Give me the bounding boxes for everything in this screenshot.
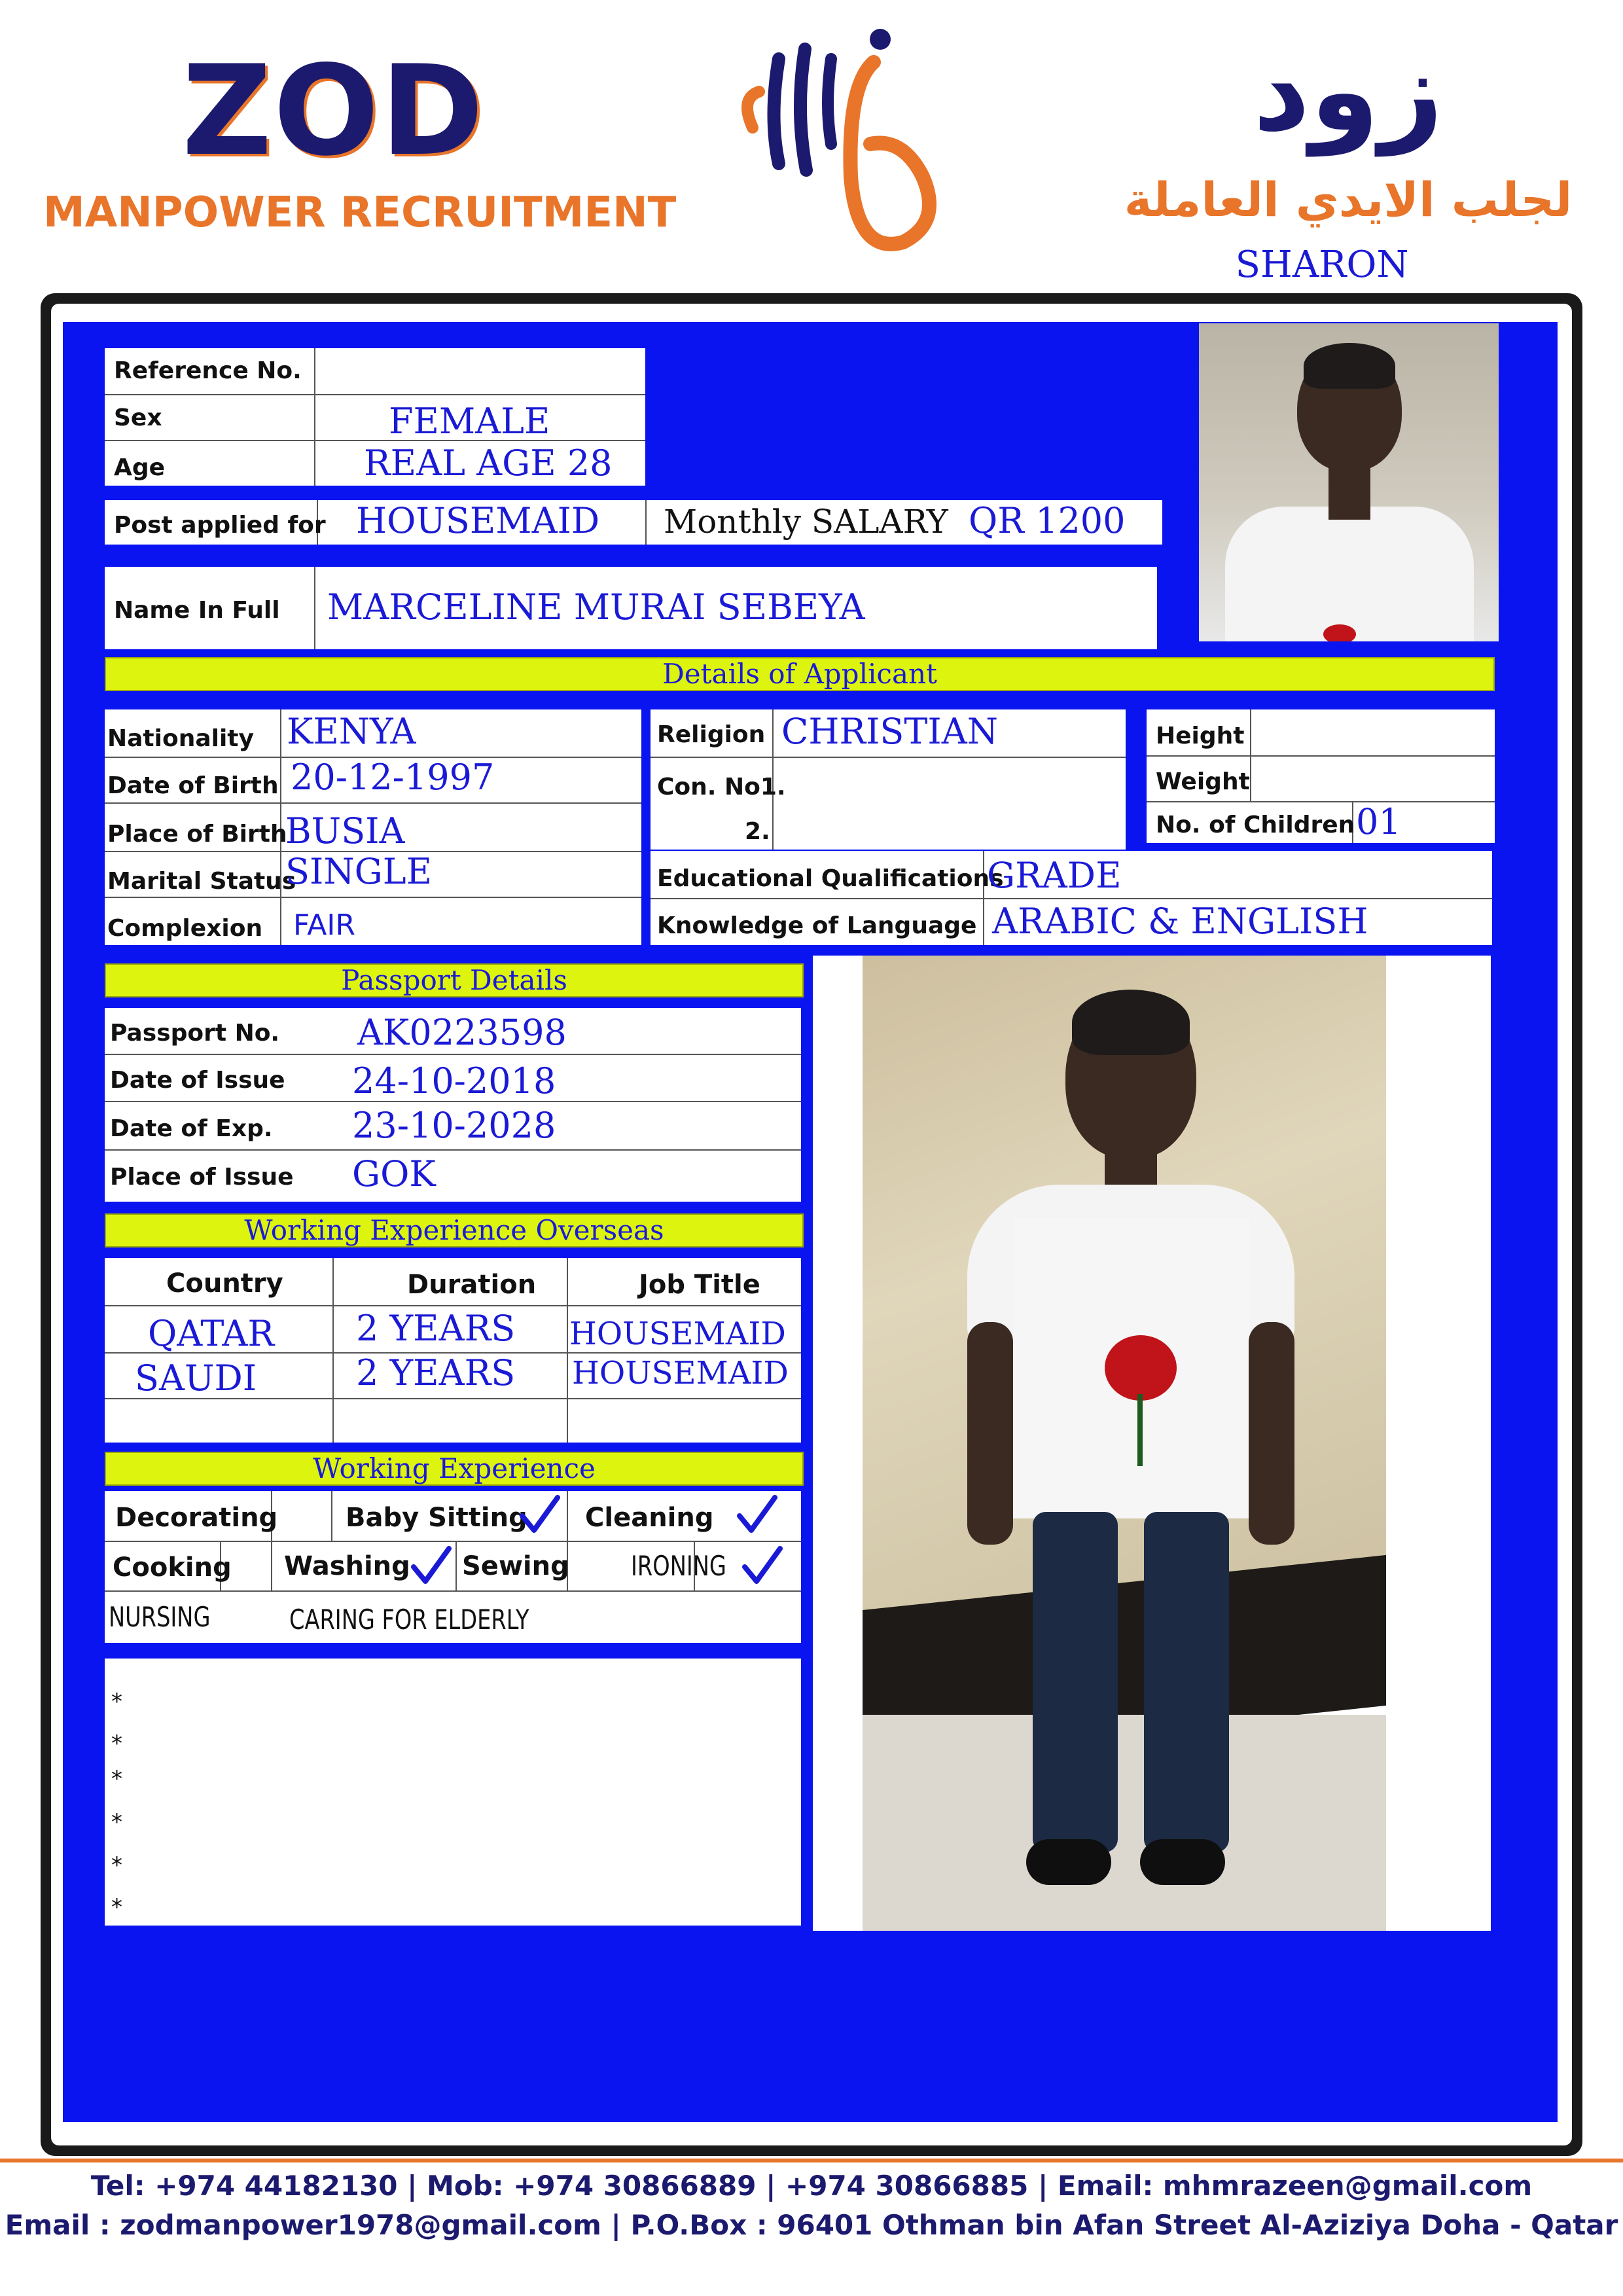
nationality-label: Nationality: [107, 725, 254, 752]
religion-label: Religion: [657, 721, 766, 748]
note-bullet: *: [111, 1766, 122, 1792]
skill-nursing: NURSING: [109, 1601, 211, 1633]
pob-label: Place of Birth: [107, 821, 287, 848]
note-bullet: *: [111, 1852, 122, 1878]
salary-value: QR 1200: [969, 500, 1126, 541]
overseas-row1-country: QATAR: [148, 1313, 275, 1354]
pob-value: BUSIA: [285, 810, 405, 852]
note-bullet: *: [111, 1731, 122, 1757]
age-value: REAL AGE 28: [364, 442, 613, 484]
children-label: No. of Children: [1156, 812, 1355, 838]
skill-cooking: Cooking: [113, 1552, 232, 1583]
name-label: Name In Full: [114, 597, 280, 624]
age-label: Age: [114, 454, 166, 481]
overseas-header-country: Country: [166, 1268, 283, 1299]
weight-label: Weight: [1156, 768, 1250, 795]
checkmark-icon: [410, 1545, 452, 1587]
brand-name: ZOD: [182, 39, 486, 183]
brand-subtitle: MANPOWER RECRUITMENT: [43, 188, 677, 237]
contact1-label: Con. No1.: [657, 774, 786, 800]
overseas-band: Working Experience Overseas: [105, 1213, 804, 1247]
footer-contact-line: Tel: +974 44182130 | Mob: +974 30866889 | +974 30866885 | Email: mhmrazeen@gmail.com: [90, 2170, 1533, 2202]
skill-washing: Washing: [284, 1551, 410, 1581]
sex-label: Sex: [114, 404, 162, 431]
skill-elderly-care: CARING FOR ELDERLY: [289, 1604, 529, 1636]
skill-decorating: Decorating: [115, 1503, 278, 1533]
note-bullet: *: [111, 1689, 122, 1715]
overseas-row2-job: HOUSEMAID: [572, 1355, 789, 1391]
notes-box: [105, 1659, 801, 1926]
marital-label: Marital Status: [107, 868, 296, 895]
note-bullet: *: [111, 1894, 122, 1920]
exp-date-value: 23-10-2028: [352, 1105, 556, 1146]
language-label: Knowledge of Language: [657, 912, 977, 939]
sex-value: FEMALE: [389, 401, 550, 442]
overseas-header-job: Job Title: [639, 1270, 760, 1300]
marital-value: SINGLE: [285, 851, 432, 892]
footer-address-line: Email : zodmanpower1978@gmail.com | P.O.Box : 96401 Othman bin Afan Street Al-Aziziya Doha - Qatar: [5, 2209, 1618, 2241]
experience-band: Working Experience: [105, 1452, 804, 1486]
post-label: Post applied for: [114, 512, 326, 539]
complexion-value: FAIR: [293, 908, 355, 942]
checkmark-icon: [518, 1494, 560, 1535]
issue-place-label: Place of Issue: [110, 1164, 294, 1191]
children-value: 01: [1356, 801, 1401, 842]
salary-label: Monthly SALARY: [664, 503, 948, 541]
overseas-row1-duration: 2 YEARS: [356, 1308, 516, 1349]
arabic-subtitle: لجلب الايدي العاملة: [1124, 172, 1573, 227]
skill-baby-sitting: Baby Sitting: [346, 1503, 527, 1533]
complexion-label: Complexion: [107, 915, 263, 942]
skill-ironing: IRONING: [631, 1550, 726, 1582]
contact2-label: 2.: [745, 818, 770, 845]
issue-date-label: Date of Issue: [110, 1067, 285, 1094]
dob-label: Date of Birth: [107, 772, 279, 799]
checkmark-icon: [736, 1494, 777, 1535]
reference-label: Reference No.: [114, 357, 302, 384]
language-value: ARABIC & ENGLISH: [992, 901, 1368, 942]
overseas-row1-job: HOUSEMAID: [569, 1316, 786, 1352]
overseas-row2-country: SAUDI: [135, 1357, 257, 1399]
exp-date-label: Date of Exp.: [110, 1115, 273, 1142]
skill-sewing: Sewing: [462, 1551, 569, 1581]
passport-no-value: AK0223598: [357, 1012, 567, 1053]
nationality-value: KENYA: [287, 711, 416, 752]
post-value: HOUSEMAID: [356, 500, 600, 541]
full-name-value: MARCELINE MURAI SEBEYA: [327, 586, 865, 628]
overseas-row2-duration: 2 YEARS: [356, 1352, 516, 1393]
passport-no-label: Passport No.: [110, 1020, 280, 1047]
religion-value: CHRISTIAN: [781, 711, 998, 752]
issue-place-value: GOK: [352, 1153, 436, 1194]
portrait-photo-small: [1199, 323, 1499, 641]
checkmark-icon: [741, 1545, 783, 1587]
zod-logo-icon: [733, 13, 942, 262]
issue-date-value: 24-10-2018: [352, 1060, 556, 1102]
details-band: Details of Applicant: [105, 657, 1495, 691]
education-value: GRADE: [987, 855, 1122, 896]
overseas-header-duration: Duration: [407, 1270, 537, 1300]
footer-rule: [0, 2159, 1623, 2162]
skill-cleaning: Cleaning: [585, 1503, 714, 1533]
height-label: Height: [1156, 723, 1245, 749]
full-body-photo: [813, 956, 1491, 1931]
candidate-nickname: SHARON: [1235, 243, 1409, 286]
arabic-brand: زود: [1253, 27, 1444, 156]
note-bullet: *: [111, 1809, 122, 1835]
education-label: Educational Qualifications: [657, 865, 1004, 892]
dob-value: 20-12-1997: [291, 757, 495, 798]
passport-band: Passport Details: [105, 963, 804, 997]
